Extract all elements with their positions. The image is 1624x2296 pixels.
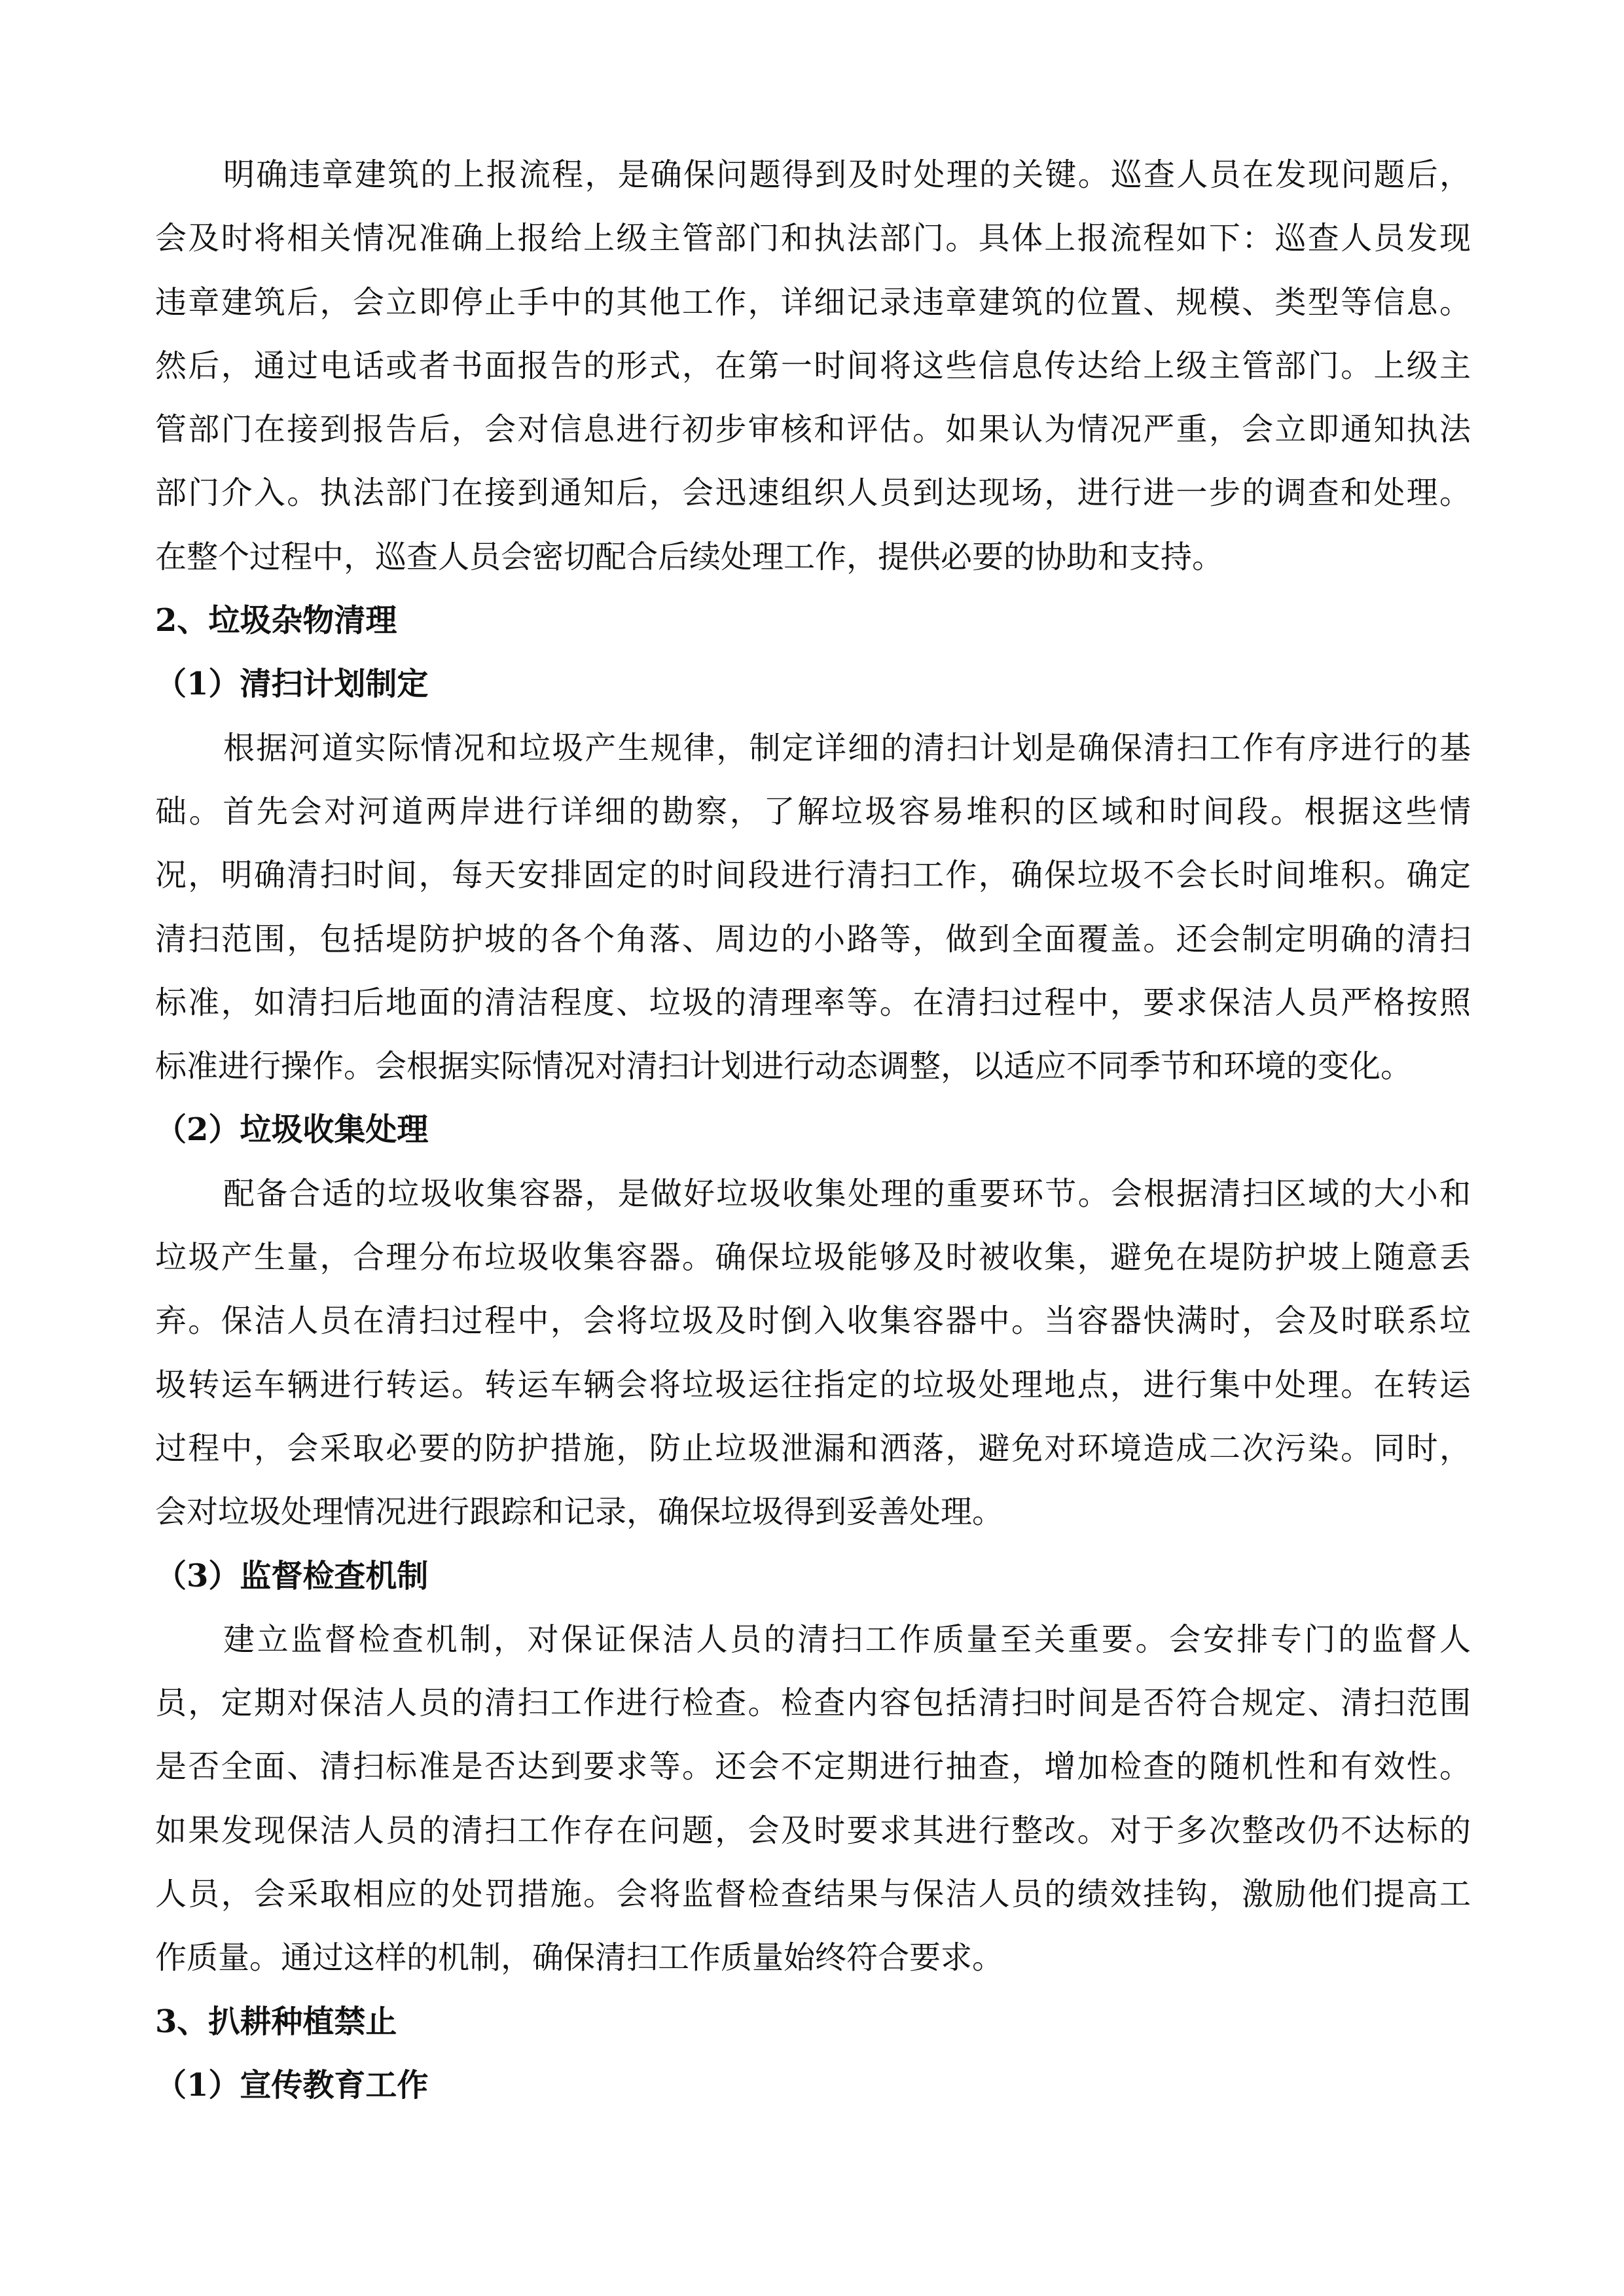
text-line: 圾转运车辆进行转运。转运车辆会将垃圾运往指定的垃圾处理地点，进行集中处理。在转运 bbox=[155, 1366, 1471, 1403]
text-line: 础。首先会对河道两岸进行详细的勘察，了解垃圾容易堆积的区域和时间段。根据这些情 bbox=[155, 793, 1471, 830]
subheading-supervision: （3）监督检查机制 bbox=[155, 1557, 429, 1594]
text-line: 建立监督检查机制，对保证保洁人员的清扫工作质量至关重要。会安排专门的监督人 bbox=[223, 1621, 1471, 1658]
subheading-garbage-collection: （2）垃圾收集处理 bbox=[155, 1111, 429, 1149]
text-line: 标准进行操作。会根据实际情况对清扫计划进行动态调整，以适应不同季节和环境的变化。 bbox=[155, 1048, 1413, 1085]
paragraph-reporting-process bbox=[155, 143, 1471, 589]
text-line: 过程中，会采取必要的防护措施，防止垃圾泄漏和洒落，避免对环境造成二次污染。同时， bbox=[155, 1429, 1471, 1467]
text-line: 会对垃圾处理情况进行跟踪和记录，确保垃圾得到妥善处理。 bbox=[155, 1494, 1004, 1531]
document-page bbox=[155, 143, 1471, 2117]
text-line: 弃。保洁人员在清扫过程中，会将垃圾及时倒入收集容器中。当容器快满时，会及时联系垃 bbox=[155, 1302, 1471, 1340]
text-line: 作质量。通过这样的机制，确保清扫工作质量始终符合要求。 bbox=[155, 1939, 1004, 1977]
text-line: 是否全面、清扫标准是否达到要求等。还会不定期进行抽查，增加检查的随机性和有效性。 bbox=[155, 1748, 1471, 1785]
text-line: 标准，如清扫后地面的清洁程度、垃圾的清理率等。在清扫过程中，要求保洁人员严格按照 bbox=[155, 984, 1471, 1021]
text-line: 清扫范围，包括堤防护坡的各个角落、周边的小路等，做到全面覆盖。还会制定明确的清扫 bbox=[155, 920, 1471, 958]
text-line: 部门介入。执法部门在接到通知后，会迅速组织人员到达现场，进行进一步的调查和处理。 bbox=[155, 475, 1471, 512]
paragraph-garbage-collection bbox=[155, 1162, 1471, 1545]
text-line: 配备合适的垃圾收集容器，是做好垃圾收集处理的重要环节。会根据清扫区域的大小和 bbox=[223, 1175, 1471, 1212]
text-line: 根据河道实际情况和垃圾产生规律，制定详细的清扫计划是确保清扫工作有序进行的基 bbox=[223, 729, 1471, 766]
subheading-publicity-education: （1）宣传教育工作 bbox=[155, 2066, 429, 2104]
text-line: 人员，会采取相应的处罚措施。会将监督检查结果与保洁人员的绩效挂钩，激励他们提高工 bbox=[155, 1876, 1471, 1913]
text-line: 如果发现保洁人员的清扫工作存在问题，会及时要求其进行整改。对于多次整改仍不达标的 bbox=[155, 1812, 1471, 1849]
section-heading-garbage-cleanup: 2、垃圾杂物清理 bbox=[155, 602, 397, 639]
text-line: 管部门在接到报告后，会对信息进行初步审核和评估。如果认为情况严重，会立即通知执法 bbox=[155, 411, 1471, 448]
text-line: 垃圾产生量，合理分布垃圾收集容器。确保垃圾能够及时被收集，避免在堤防护坡上随意丢 bbox=[155, 1239, 1471, 1276]
paragraph-cleaning-plan bbox=[155, 717, 1471, 1099]
text-line: 员，定期对保洁人员的清扫工作进行检查。检查内容包括清扫时间是否符合规定、清扫范围 bbox=[155, 1685, 1471, 1722]
subheading-cleaning-plan: （1）清扫计划制定 bbox=[155, 666, 429, 703]
text-line: 况，明确清扫时间，每天安排固定的时间段进行清扫工作，确保垃圾不会长时间堆积。确定 bbox=[155, 857, 1471, 894]
text-line: 违章建筑后，会立即停止手中的其他工作，详细记录违章建筑的位置、规模、类型等信息。 bbox=[155, 283, 1471, 321]
text-line: 明确违章建筑的上报流程，是确保问题得到及时处理的关键。巡查人员在发现问题后， bbox=[223, 156, 1471, 193]
section-heading-farming-ban: 3、扒耕种植禁止 bbox=[155, 2003, 397, 2040]
paragraph-supervision bbox=[155, 1608, 1471, 1990]
text-line: 在整个过程中，巡查人员会密切配合后续处理工作，提供必要的协助和支持。 bbox=[155, 538, 1224, 575]
text-line: 然后，通过电话或者书面报告的形式，在第一时间将这些信息传达给上级主管部门。上级主 bbox=[155, 347, 1471, 384]
text-line: 会及时将相关情况准确上报给上级主管部门和执法部门。具体上报流程如下：巡查人员发现 bbox=[155, 220, 1471, 257]
